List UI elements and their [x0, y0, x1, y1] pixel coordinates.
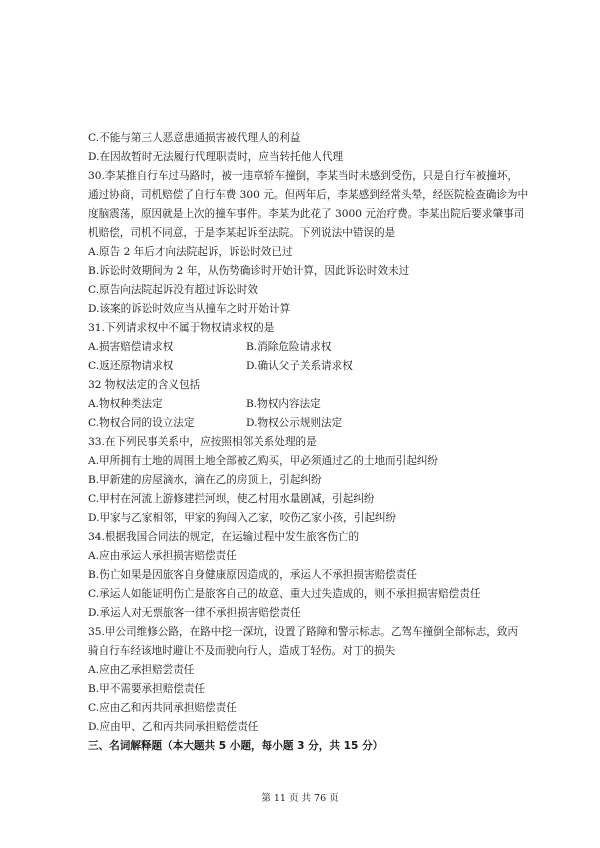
q31-stem: 31.下列请求权中不属于物权请求权的是	[88, 322, 275, 334]
q30-stem-line: 30.李某推自行车过马路时，被一违章轿车撞倒，李某当时未感到受伤，只是自行车被撞坏，	[88, 170, 519, 182]
q31-option-a: A.损害赔偿请求权	[88, 341, 174, 353]
q35-option-b: B.甲不需要承担赔偿责任	[88, 683, 206, 695]
q30-option-c: C.原告向法院起诉没有超过诉讼时效	[88, 284, 259, 296]
q32-option-c: C.物权合同的设立法定	[88, 417, 195, 429]
q30-stem-line: 通过协商，司机赔偿了自行车费 300 元。但两年后，李某感到经常头晕，经医院检查确诊为中	[88, 189, 529, 201]
q33-option-c: C.甲村在河流上游修建拦河坝，使乙村用水量剧减，引起纠纷	[88, 493, 375, 505]
q33-option-a: A.甲所拥有土地的周围土地全部被乙购买，甲必须通过乙的土地而引起纠纷	[88, 455, 439, 467]
section-3-heading: 三、名词解释题（本大题共 5 小题，每小题 3 分，共 15 分）	[88, 740, 384, 752]
q30-option-a: A.原告 2 年后才向法院起诉，诉讼时效已过	[88, 246, 293, 258]
q29-option-d: D.在因故暂时无法履行代理职责时，应当转托他人代理	[88, 151, 344, 163]
q30-option-b: B.诉讼时效期间为 2 年，从伤势确诊时开始计算，因此诉讼时效未过	[88, 265, 410, 277]
q34-option-c: C.承运人如能证明伤亡是旅客自己的故意、重大过失造成的，则不承担损害赔偿责任	[88, 588, 481, 600]
q33-option-d: D.甲家与乙家相邻，甲家的狗闯入乙家，咬伤乙家小孩，引起纠纷	[88, 512, 397, 524]
q32-option-d: D.物权公示规则法定	[246, 417, 343, 429]
q35-stem-line: 35.甲公司维修公路，在路中挖一深坑，设置了路障和警示标志。乙驾车撞倒全部标志，致丙	[88, 626, 519, 638]
q33-stem: 33.在下列民事关系中，应按照相邻关系处理的是	[88, 436, 317, 448]
q31-option-b: B.消除危险请求权	[246, 341, 332, 353]
q30-stem-line: 机赔偿，司机不同意，于是李某起诉至法院。下列说法中错误的是	[88, 227, 396, 239]
q31-option-c: C.返还原物请求权	[88, 360, 174, 372]
q35-option-d: D.应由甲、乙和丙共同承担赔偿责任	[88, 721, 259, 733]
q32-options-row-2	[88, 414, 524, 433]
q32-option-b: B.物权内容法定	[246, 398, 321, 410]
q35-option-a: A.应由乙承担赔尝责任	[88, 664, 195, 676]
q33-option-b: B.甲新建的房屋滴水，滴在乙的房顶上，引起纠纷	[88, 474, 322, 486]
q32-option-a: A.物权种类法定	[88, 398, 163, 410]
q31-options-row-1	[88, 338, 524, 357]
q30-stem-line: 度脑震荡，原因就是上次的撞车事件。李某为此花了 3000 元治疗费。李某出院后要求肇事司	[88, 208, 525, 220]
q31-option-d: D.确认父子关系请求权	[246, 360, 353, 372]
q34-stem: 34.根据我国合同法的规定，在运输过程中发生旅客伤亡的	[88, 531, 360, 543]
q35-option-c: C.应由乙和丙共同承担赔偿责任	[88, 702, 237, 714]
q34-option-b: B.伤亡如果是因旅客自身健康原因造成的，承运人不承担损害赔偿责任	[88, 569, 417, 581]
q30-option-d: D.该案的诉讼时效应当从撞车之时开始计算	[88, 303, 291, 315]
q32-stem: 32 物权法定的含义包括	[88, 379, 201, 391]
q35-stem-line: 骑自行车经该地时避让不及而驶向行人，造成丁轻伤。对丁的损失	[88, 645, 396, 657]
page-number-footer: 第 11 页 共 76 页	[261, 793, 339, 804]
q34-option-a: A.应由承运人承担损害赔偿责任	[88, 550, 237, 562]
q31-options-row-2	[88, 357, 524, 376]
q29-option-c: C.不能与第三人恶意患通损害被代理人的利益	[88, 132, 301, 144]
q32-options-row-1	[88, 395, 524, 414]
document-body	[88, 129, 529, 756]
q34-option-d: D.承运人对无票旅客一律不承担损害赔偿责任	[88, 607, 301, 619]
